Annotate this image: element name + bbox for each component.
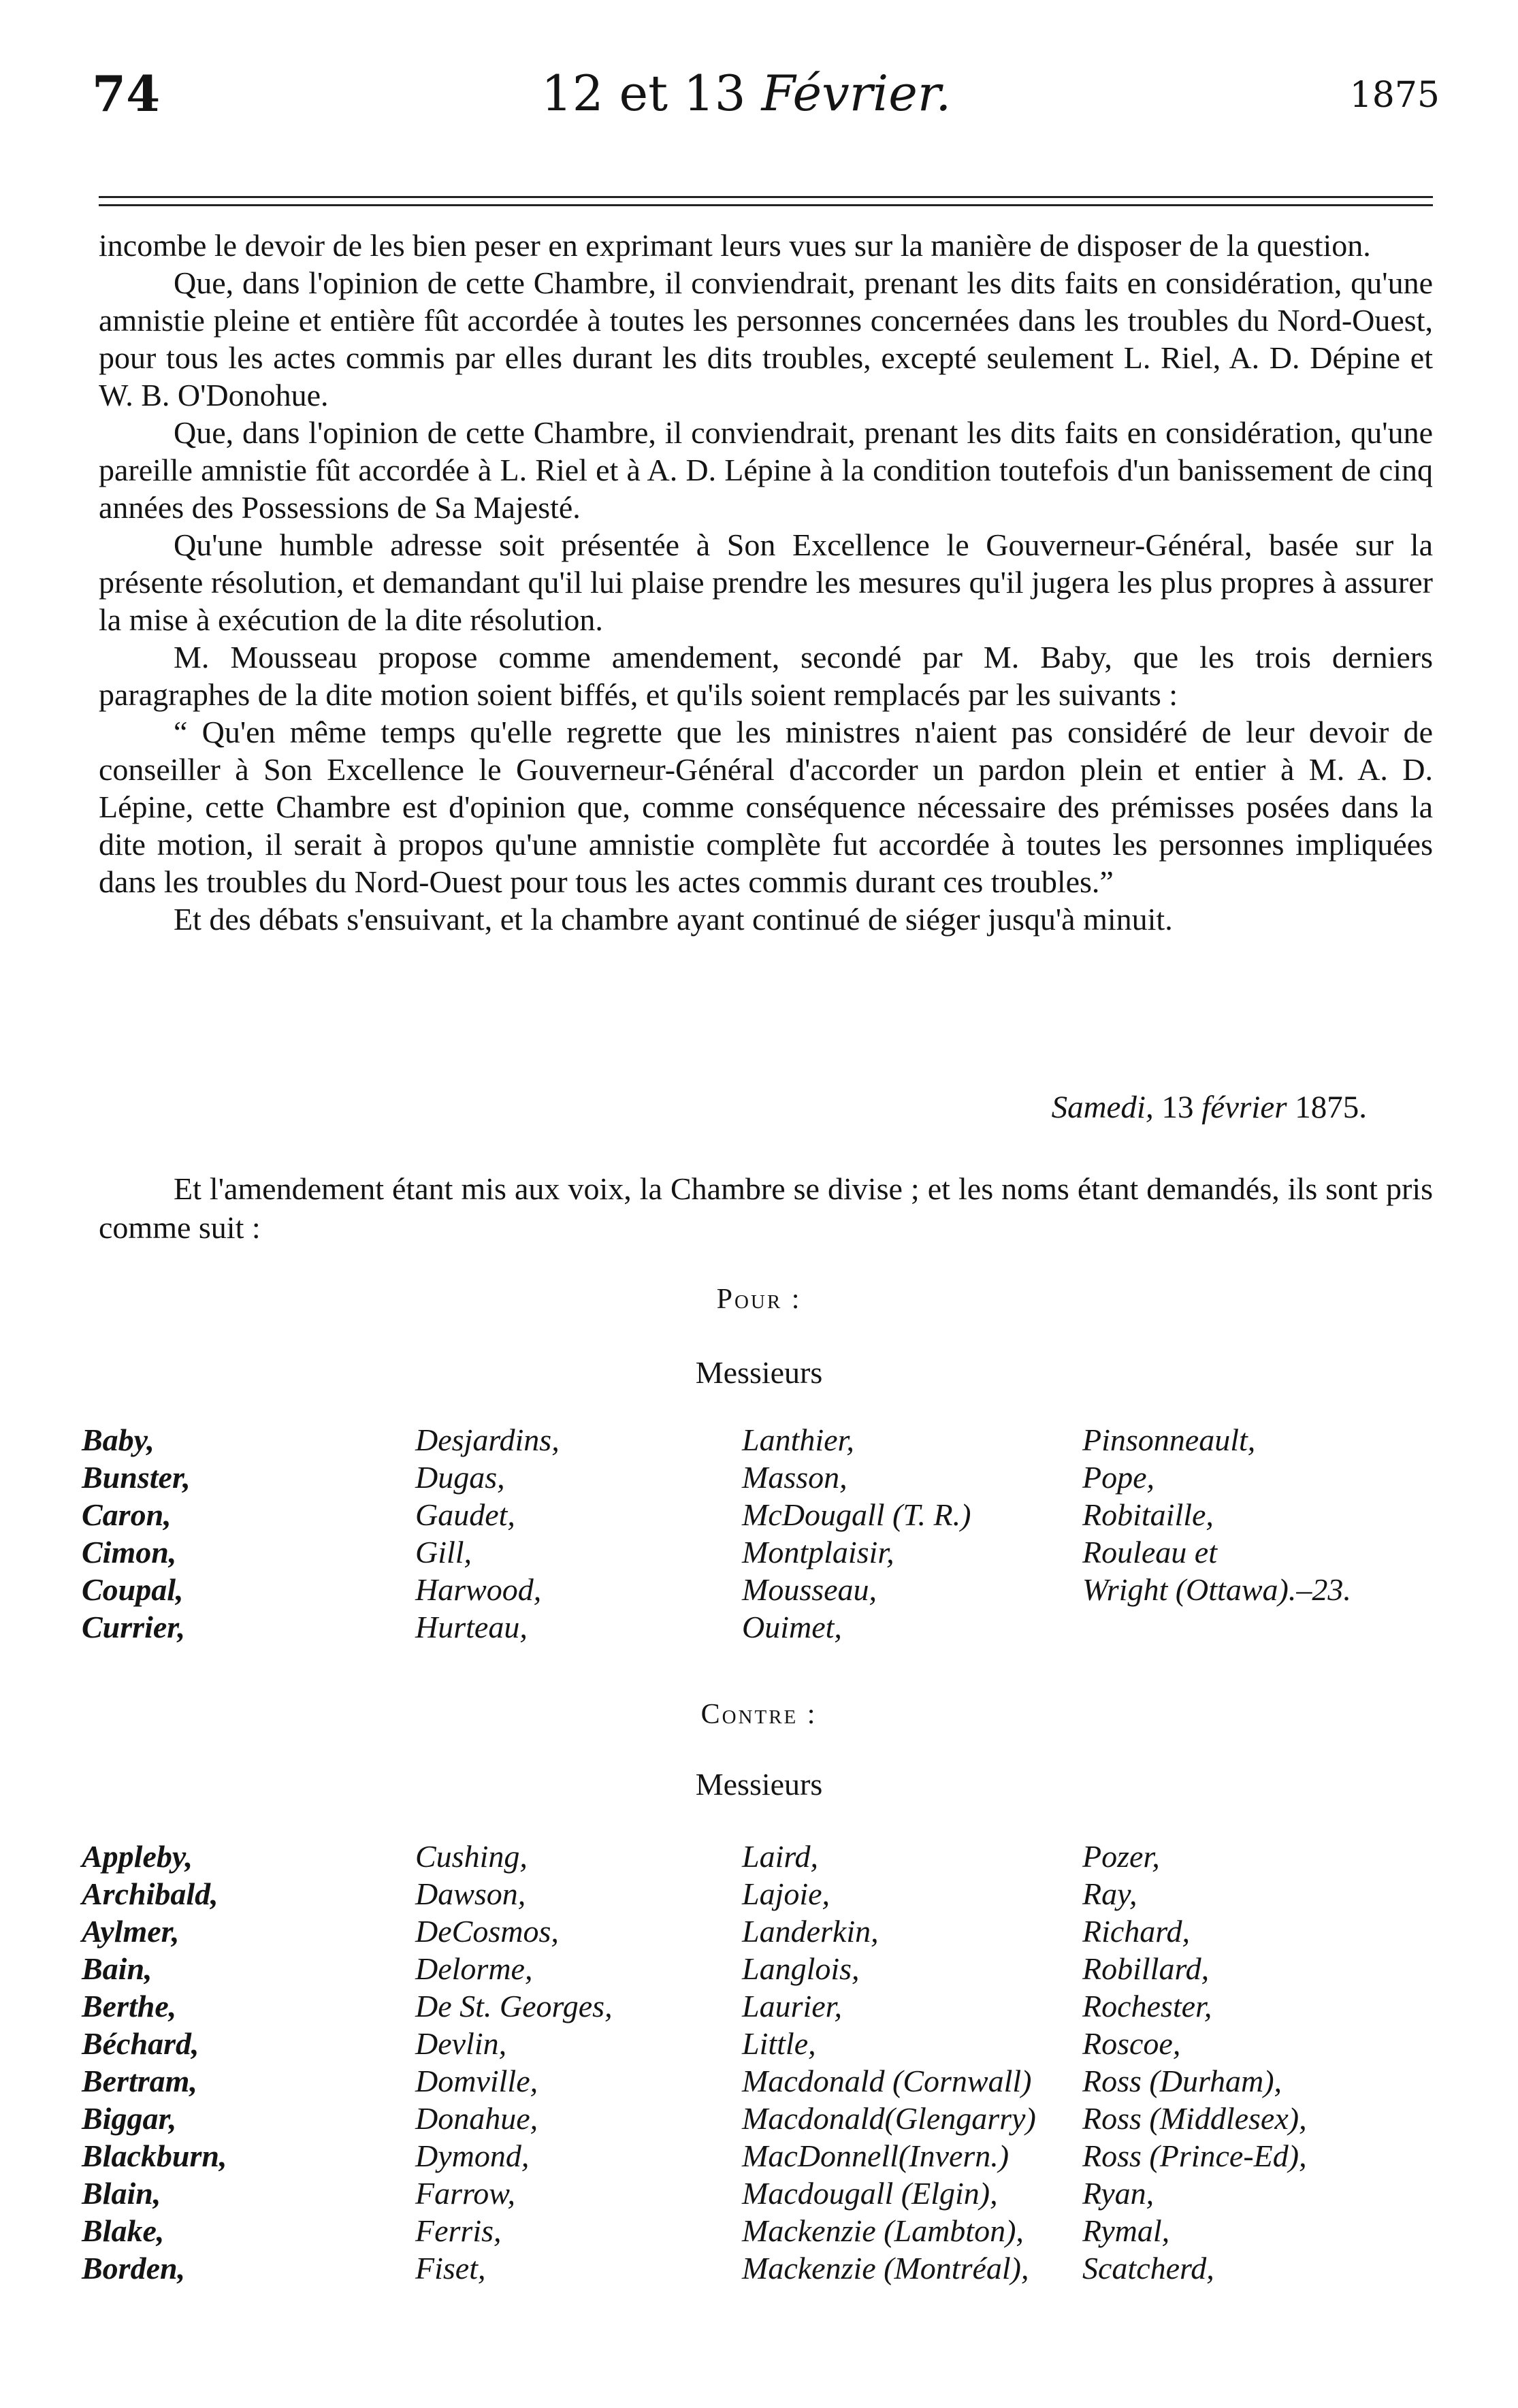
dateline-month: février [1201,1090,1287,1125]
contre-name-entry: Roscoe, [1082,2026,1181,2061]
pour-name-entry: Mousseau, [742,1572,877,1607]
contre-name-entry: Rochester, [1082,1989,1212,2023]
contre-name-entry: Blain, [82,2176,161,2211]
vote-intro-text: Et l'amendement étant mis aux voix, la Chambre se divise ; et les noms étant demandés, ils sont pris comme suit : [99,1171,1433,1245]
contre-name-entry: Appleby, [82,1839,193,1874]
paragraph-3: Que, dans l'opinion de cette Chambre, il conviendrait, prenant les dits faits en considération, qu'une pareille amnistie fût accordée à L. Riel et à A. D. Lépine à la condition toutefois d'un banissement de cinq années des Possessions de Sa Majesté. [99,415,1433,525]
header-rule-bottom [99,204,1433,206]
contre-name-entry: Bain, [82,1951,152,1986]
contre-name-entry: Bertram, [82,2064,197,2098]
contre-name-entry: Landerkin, [742,1914,879,1949]
contre-name-entry: Ross (Prince-Ed), [1082,2138,1307,2173]
pour-name-entry: Wright (Ottawa).–23. [1082,1572,1351,1607]
pour-column-1 [82,1421,191,1646]
contre-name-entry: Robillard, [1082,1951,1210,1986]
contre-name-entry: Farrow, [415,2176,515,2211]
contre-name-entry: MacDonnell(Invern.) [742,2138,1010,2173]
contre-name-entry: Langlois, [742,1951,860,1986]
pour-name-entry: Masson, [742,1460,847,1495]
contre-name-entry: Fiset, [415,2251,486,2285]
body-text [99,227,1433,938]
contre-name-entry: Scatcherd, [1082,2251,1214,2285]
pour-heading: Pour : [716,1284,802,1315]
contre-name-entry: Mackenzie (Montréal), [742,2251,1029,2285]
pour-names [82,1421,1457,1644]
paragraph-7: Et des débats s'ensuivant, et la chambre ayant continué de siéger jusqu'à minuit. [174,902,1173,937]
contre-name-entry: Dawson, [415,1876,526,1911]
contre-name-entry: Rymal, [1082,2213,1170,2248]
pour-name-entry: Dugas, [415,1460,505,1495]
dateline-year: 1875. [1295,1090,1367,1125]
contre-name-entry: Aylmer, [82,1914,180,1949]
contre-messieurs: Messieurs [695,1767,823,1802]
pour-name-entry: Gaudet, [415,1497,515,1532]
pour-column-2 [415,1421,560,1646]
contre-name-entry: Ferris, [415,2213,502,2248]
dateline-day: Samedi, [1051,1090,1154,1125]
pour-messieurs: Messieurs [695,1355,823,1390]
pour-name-entry: Harwood, [415,1572,542,1607]
contre-name-entry: Macdonald (Cornwall) [742,2064,1032,2098]
pour-name-entry: Gill, [415,1535,472,1569]
contre-name-entry: Archibald, [82,1876,219,1911]
pour-column-3 [742,1421,971,1646]
pour-name-entry: Desjardins, [415,1422,560,1457]
pour-name-entry: Bunster, [82,1460,191,1495]
contre-name-entry: Blake, [82,2213,165,2248]
contre-name-entry: Borden, [82,2251,186,2285]
pour-name-entry: Coupal, [82,1572,184,1607]
contre-name-entry: Donahue, [415,2101,538,2136]
header-rule-top [99,196,1433,198]
contre-name-entry: Dymond, [415,2138,530,2173]
dateline-date: 13 [1161,1090,1194,1125]
contre-name-entry: Mackenzie (Lambton), [742,2213,1024,2248]
paragraph-2: Que, dans l'opinion de cette Chambre, il conviendrait, prenant les dits faits en considération, qu'une amnistie pleine et entière fût accordée à toutes les personnes concernées dans les troubles du Nord-Ouest, pour tous les actes commis par elles durant les dits troubles, excepté seulement L. Riel, A. D. Dépine et W. B. O'Donohue. [99,265,1433,412]
pour-column-4 [1082,1421,1351,1646]
pour-name-entry: Currier, [82,1610,186,1644]
contre-name-entry: Lajoie, [742,1876,830,1911]
pour-name-entry: Ouimet, [742,1610,842,1644]
pour-name-entry: Pope, [1082,1460,1155,1495]
vote-intro [99,1169,1433,1247]
contre-name-entry: Laird, [742,1839,819,1874]
contre-name-entry: Domville, [415,2064,538,2098]
contre-name-entry: Ryan, [1082,2176,1154,2211]
pour-name-entry: Lanthier, [742,1422,854,1457]
contre-names [82,1838,1457,2285]
page-year: 1875 [1349,75,1440,116]
contre-name-entry: Little, [742,2026,816,2061]
contre-name-entry: Devlin, [415,2026,507,2061]
contre-name-entry: Macdonald(Glengarry) [742,2101,1036,2136]
pour-name-entry: Cimon, [82,1535,177,1569]
title-month: Février. [761,65,952,122]
paragraph-6: “ Qu'en même temps qu'elle regrette que les ministres n'aient pas considéré de leur devoir de conseiller à Son Excellence le Gouverneur-Général d'accorder un pardon plein et entier à M. A. D. Lépine, cette Chambre est d'opinion que, comme conséquence nécessaire des prémisses posées dans la dite motion, il serait à propos qu'une amnistie complète fut accordée à toutes les personnes impliquées dans les troubles du Nord-Ouest pour tous les actes commis durant ces troubles.” [99,715,1433,899]
contre-heading: Contre : [700,1699,818,1730]
pour-name-entry: Caron, [82,1497,172,1532]
pour-name-entry: Rouleau et [1082,1535,1217,1569]
contre-name-entry: Pozer, [1082,1839,1160,1874]
contre-name-entry: Laurier, [742,1989,842,2023]
contre-name-entry: Ross (Durham), [1082,2064,1282,2098]
paragraph-1: incombe le devoir de les bien peser en exprimant leurs vues sur la manière de disposer de la question. [99,228,1371,263]
contre-column-3 [742,1838,1036,2287]
pour-name-entry: Robitaille, [1082,1497,1214,1532]
contre-name-entry: Cushing, [415,1839,528,1874]
contre-name-entry: Blackburn, [82,2138,227,2173]
contre-name-entry: Ray, [1082,1876,1137,1911]
contre-name-entry: DeCosmos, [415,1914,559,1949]
paragraph-4: Qu'une humble adresse soit présentée à Son Excellence le Gouverneur-Général, basée sur la présente résolution, et demandant qu'il lui plaise prendre les mesures qu'il jugera les plus propres à assurer la mise à exécution de la dite résolution. [99,527,1433,637]
pour-name-entry: Hurteau, [415,1610,528,1644]
contre-column-1 [82,1838,227,2287]
pour-name-entry [1082,1608,1351,1646]
contre-name-entry: Berthe, [82,1989,177,2023]
contre-name-entry: Béchard, [82,2026,199,2061]
page-title [541,65,951,122]
page-number: 74 [92,65,161,123]
contre-column-4 [1082,1838,1307,2287]
contre-name-entry: Biggar, [82,2101,177,2136]
pour-name-entry: Pinsonneault, [1082,1422,1256,1457]
contre-name-entry: De St. Georges, [415,1989,613,2023]
contre-name-entry: Macdougall (Elgin), [742,2176,998,2211]
dateline [1052,1089,1367,1126]
paragraph-5: M. Mousseau propose comme amendement, secondé par M. Baby, que les trois derniers paragraphes de la dite motion soient biffés, et qu'ils soient remplacés par les suivants : [99,640,1433,712]
contre-name-entry: Ross (Middlesex), [1082,2101,1307,2136]
title-day: 12 et 13 [541,65,746,122]
contre-column-2 [415,1838,613,2287]
contre-name-entry: Delorme, [415,1951,533,1986]
pour-name-entry: Montplaisir, [742,1535,894,1569]
contre-name-entry: Richard, [1082,1914,1190,1949]
pour-name-entry: McDougall (T. R.) [742,1497,971,1532]
pour-name-entry: Baby, [82,1422,155,1457]
